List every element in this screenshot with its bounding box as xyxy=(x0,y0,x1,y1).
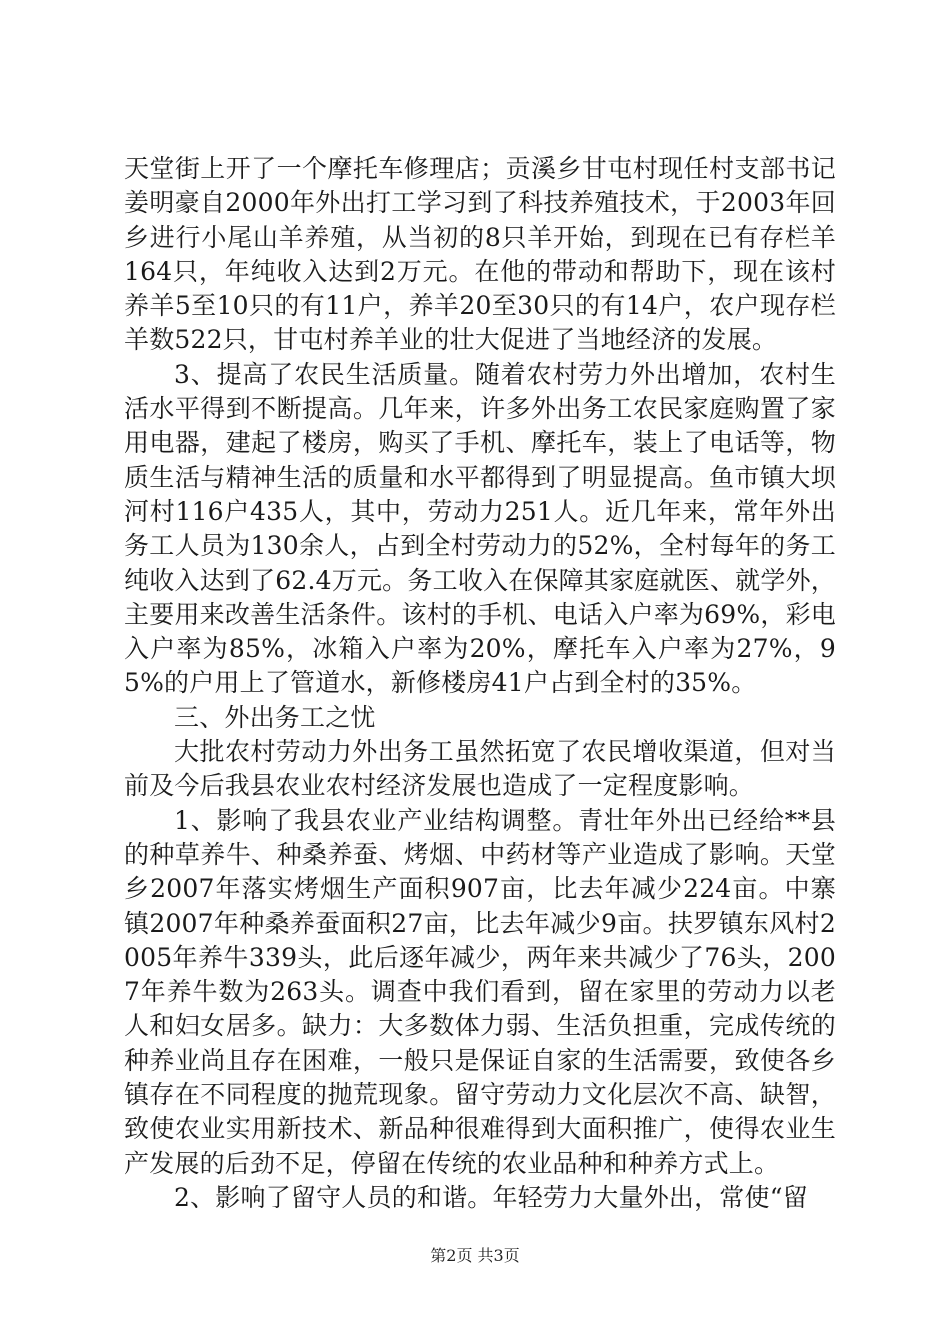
paragraph-industry-impact: 1、影响了我县农业产业结构调整。青壮年外出已经给**县的种草养牛、种桑养蚕、烤烟、中药材等产业造成了影响。天堂乡2007年落实烤烟生产面积907亩，比去年减少224亩。中寨镇2007年种桑养蚕面积27亩，比去年减少9亩。扶罗镇东风村2005年养牛339头，此后逐年减少，两年来共减少了76头，2007年养牛数为263头。调查中我们看到，留在家里的劳动力以老人和妇女居多。缺力：大多数体力弱、生活负担重，完成传统的种养业尚且存在困难，一般只是保证自家的生活需要，致使各乡镇存在不同程度的抛荒现象。留守劳动力文化层次不高、缺智，致使农业实用新技术、新品种很难得到大面积推广，使得农业生产发展的后劲不足，停留在传统的农业品种和种养方式上。 xyxy=(124,805,836,1178)
paragraph-intro-impact: 大批农村劳动力外出务工虽然拓宽了农民增收渠道，但对当前及今后我县农业农村经济发展也造成了一定程度影响。 xyxy=(124,737,836,801)
document-body xyxy=(124,152,836,1215)
section-heading-worries: 三、外出务工之忧 xyxy=(174,702,376,732)
page-footer: 第2页 共3页 xyxy=(430,1246,520,1265)
paragraph-harmony-impact: 2、影响了留守人员的和谐。年轻劳力大量外出，常使“留 xyxy=(174,1182,808,1212)
paragraph-living-quality: 3、提高了农民生活质量。随着农村劳力外出增加，农村生活水平得到不断提高。几年来，许多外出务工农民家庭购置了家用电器，建起了楼房，购买了手机、摩托车，装上了电话等，物质生活与精神生活的质量和水平都得到了明显提高。鱼市镇大坝河村116户435人，其中，劳动力251人。近几年来，常年外出务工人员为130余人，占到全村劳动力的52%，全村每年的务工纯收入达到了62.4万元。务工收入在保障其家庭就医、就学外，主要用来改善生活条件。该村的手机、电话入户率为69%，彩电入户率为85%，冰箱入户率为20%，摩托车入户率为27%，95%的户用上了管道水，新修楼房41户占到全村的35%。 xyxy=(124,359,836,698)
paragraph-continuation: 天堂街上开了一个摩托车修理店；贡溪乡甘屯村现任村支部书记姜明豪自2000年外出打工学习到了科技养殖技术，于2003年回乡进行小尾山羊养殖，从当初的8只羊开始，到现在已有存栏羊164只，年纯收入达到2万元。在他的带动和帮助下，现在该村养羊5至10只的有11户，养羊20至30只的有14户，农户现存栏羊数522只，甘屯村养羊业的壮大促进了当地经济的发展。 xyxy=(124,154,836,355)
